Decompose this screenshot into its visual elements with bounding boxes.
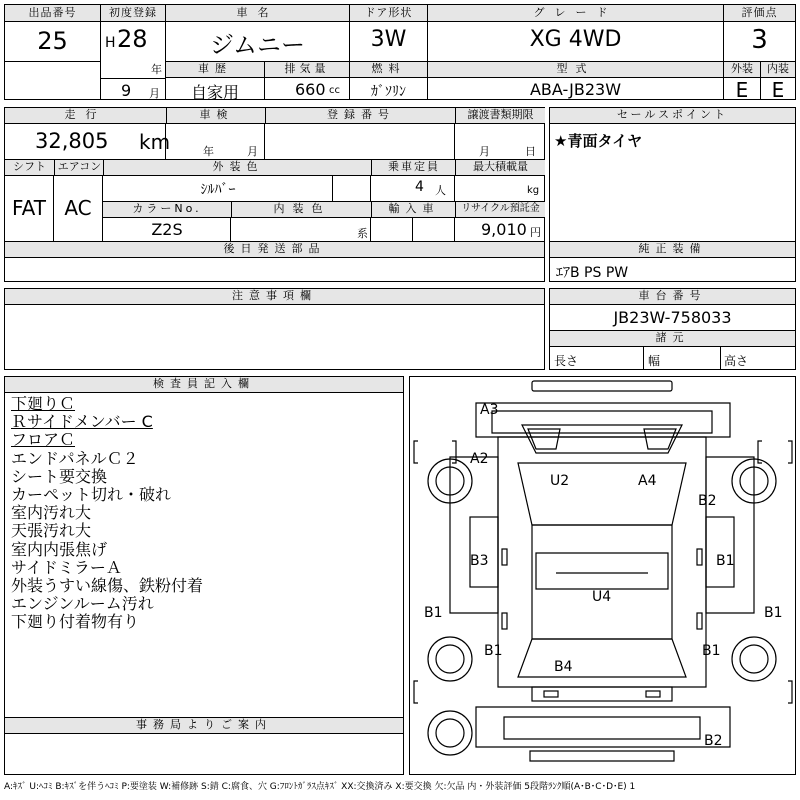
rear-panel [476, 707, 730, 747]
roof [532, 525, 672, 639]
score-label: 評価点 [724, 5, 795, 22]
car-name: ジムニー [209, 31, 306, 59]
history: 自家用 [190, 83, 239, 102]
seat-area [536, 553, 668, 589]
history-box [165, 61, 265, 100]
month-unit: 月 [149, 87, 160, 100]
grade-label: グレード [428, 5, 723, 22]
recycle-unit: 円 [530, 226, 541, 239]
era-code: H [105, 35, 116, 51]
vehicle-info-block [4, 107, 545, 242]
equipment-label: 純正装備 [550, 242, 795, 258]
equipment-box [549, 241, 796, 282]
load-unit: kg [527, 185, 540, 196]
mark-a4: A4 [638, 473, 657, 489]
mark-u4: U4 [592, 589, 612, 605]
exterior-grade-label: 外装 [724, 62, 760, 78]
office-label: 事務局よりご案内 [5, 718, 403, 734]
recycle-fee: 9,010 [481, 220, 527, 239]
left-handle-rear [502, 613, 507, 629]
office-box [4, 717, 404, 775]
transfer-deadline-label: 譲渡書類期限 [455, 108, 545, 124]
right-fender [706, 457, 754, 613]
exterior-color: ｼﾙﾊﾞｰ [200, 182, 236, 198]
ac-label: エアコン [54, 160, 104, 176]
wheel-rear-left [428, 637, 472, 681]
left-fender [450, 457, 498, 613]
inspector-note: Ｒサイドメンバー C [11, 412, 153, 432]
inspector-note: フロアＣ [11, 430, 76, 450]
inspector-note: 下廻り付着物有り [11, 612, 140, 632]
mark-b1-left-low: B1 [484, 643, 503, 659]
inspector-note: 外装うすい線傷、鉄粉付着 [11, 576, 204, 596]
plate-label: 登録番号 [265, 108, 456, 124]
transfer-month-unit: 月 [479, 145, 490, 158]
dimensions-label: 諸元 [550, 330, 795, 347]
car-diagram-svg [410, 377, 795, 774]
fuel: ｶﾞｿﾘﾝ [371, 84, 406, 100]
inspector-note: 天張汚れ大 [11, 521, 92, 541]
ac: AC [64, 196, 92, 220]
mark-b2-right: B2 [698, 493, 717, 509]
capacity: 4 [415, 179, 424, 195]
door-type: 3W [370, 27, 407, 52]
exterior-grade-box [723, 61, 761, 100]
later-parts-label: 後日発送部品 [5, 242, 544, 258]
chassis-label: 車台番号 [550, 289, 795, 305]
first-registration-label: 初度登録 [101, 5, 165, 21]
equipment: ｴｱB PS PW [556, 265, 629, 281]
inspector-notes [11, 395, 203, 632]
body-outline [498, 437, 706, 687]
transfer-day-unit: 日 [525, 145, 536, 158]
hood [518, 463, 686, 525]
mark-b1-right-mid: B1 [716, 553, 735, 569]
recycle-label: リサイクル預託金 [455, 202, 545, 218]
mileage-unit: km [139, 130, 171, 154]
inspector-note: 室内内張焦げ [11, 539, 108, 559]
height-label: 高さ [724, 354, 749, 368]
sales-point-box [549, 107, 796, 242]
capacity-label: 乗車定員 [371, 160, 456, 176]
score-box [723, 4, 796, 62]
interior-grade-label: 内装 [761, 62, 795, 78]
notes-box [4, 288, 545, 370]
right-handle-rear [697, 613, 702, 629]
inspector-note: 室内汚れ大 [11, 503, 92, 523]
interior-grade-box [760, 61, 796, 100]
car-name-label: 車名 [166, 5, 349, 22]
inspector-note: 下廻りＣ [11, 394, 76, 413]
mark-u2: U2 [550, 473, 570, 489]
wheel-rear-right [732, 637, 776, 681]
model-box [427, 61, 724, 100]
left-door [470, 517, 498, 587]
inspection-year-unit: 年 [203, 145, 214, 158]
displacement-unit: cc [329, 85, 340, 96]
legend: A:ｷｽﾞ U:ﾍｺﾐ B:ｷｽﾞを伴うﾍｺﾐ P:要塗装 W:補修跡 S:錆 C:腐食、穴 G:ﾌﾛﾝﾄｶﾞﾗｽ点ｷｽﾞ XX:交換済み X:要交換 欠:欠品 内・外装評価 5段階ﾗﾝｸ順(A･B･C･D･E) 1 [4, 782, 636, 792]
fuel-label: 燃料 [350, 62, 427, 78]
inspector-note: カーペット切れ・破れ [11, 485, 172, 505]
exterior-grade: E [735, 78, 749, 102]
inspector-label: 検査員記入欄 [5, 377, 403, 393]
capacity-unit: 人 [435, 184, 446, 197]
width-label: 幅 [648, 354, 661, 368]
inspector-box [4, 376, 404, 718]
sales-point-label: セールスポイント [550, 108, 795, 124]
mark-b1-left: B1 [424, 605, 443, 621]
right-door [706, 517, 734, 587]
grade-box [427, 4, 724, 62]
chassis-box [549, 288, 796, 370]
mark-b4: B4 [554, 659, 573, 675]
model: ABA-JB23W [529, 80, 622, 99]
lot-number-label: 出品番号 [5, 5, 100, 21]
history-label: 車歴 [166, 62, 264, 78]
notes-label: 注意事項欄 [5, 289, 544, 305]
inspector-note: エンジンルーム汚れ [11, 594, 154, 614]
right-handle [697, 549, 702, 565]
roof-bar [532, 381, 672, 391]
color-no-label: カラーNo. [103, 202, 231, 218]
displacement: 660 [295, 80, 326, 99]
lot-number-box [4, 4, 101, 100]
mark-b1-right-low: B1 [702, 643, 721, 659]
displacement-box [264, 61, 350, 100]
displacement-label: 排気量 [265, 62, 349, 78]
interior-grade: E [771, 78, 785, 102]
import-label: 輸入車 [371, 202, 456, 218]
mark-b1-right: B1 [764, 605, 783, 621]
inspector-note: サイドミラーＡ [11, 557, 122, 577]
left-handle [502, 549, 507, 565]
door-label: ドア形状 [350, 5, 427, 22]
first-registration-box [100, 4, 166, 100]
car-diagram [409, 376, 796, 775]
registration-year: 28 [117, 25, 148, 53]
color-label: 外装色 [103, 160, 372, 176]
interior-color-unit: 系 [357, 227, 368, 240]
registration-month: 9 [121, 81, 132, 100]
length-label: 長さ [554, 354, 579, 368]
mark-b3: B3 [470, 553, 489, 569]
car-name-box [165, 4, 350, 62]
fuel-box [349, 61, 428, 100]
later-parts-box [4, 241, 545, 282]
shift-label: シフト [5, 160, 54, 176]
interior-color-label: 内装色 [231, 202, 372, 218]
color-no: Z2S [151, 220, 183, 239]
mileage: 32,805 [35, 129, 109, 153]
mark-a3: A3 [480, 402, 499, 418]
model-label: 型式 [428, 62, 723, 78]
rear-glass [518, 639, 686, 677]
year-unit: 年 [151, 63, 162, 76]
rear-bumper [532, 687, 672, 701]
mark-a2: A2 [470, 451, 489, 467]
sales-point: ★青面タイヤ [554, 132, 643, 150]
score: 3 [751, 25, 768, 55]
shift: FAT [11, 196, 46, 220]
chassis-number: JB23W-758033 [613, 308, 732, 327]
spare-wheel [428, 711, 472, 755]
front-bumper-outline [476, 403, 730, 437]
inspector-note: シート要交換 [11, 466, 108, 486]
mileage-label: 走行 [5, 108, 166, 124]
grade: XG 4WD [529, 27, 622, 52]
lot-number: 25 [37, 27, 68, 55]
inspection-month-unit: 月 [247, 145, 258, 158]
inspector-note: エンドパネルＣ２ [11, 448, 139, 468]
mark-b2-bottom: B2 [704, 733, 723, 749]
load-label: 最大積載量 [455, 160, 545, 176]
inspection-label: 車検 [166, 108, 266, 124]
door-box [349, 4, 428, 62]
